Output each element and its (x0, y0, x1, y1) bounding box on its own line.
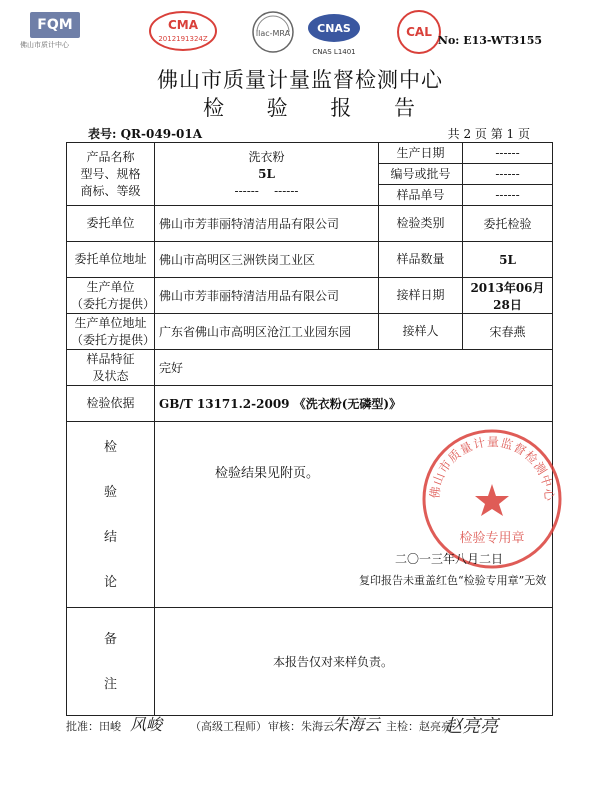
sample-no-value: ------ (495, 188, 520, 202)
sample-feature-value: 完好 (155, 350, 553, 386)
product-meta-labels (379, 143, 463, 206)
conclusion-text: 检验结果见附页。 (215, 466, 320, 481)
receiver-label: 接样人 (379, 314, 463, 350)
product-info-values (155, 143, 379, 206)
prod-date-value: ------ (463, 143, 552, 164)
fqm-caption: 佛山市质计中心 (20, 41, 69, 49)
prod-date-label: 生产日期 (379, 143, 462, 164)
producer-value: 佛山市芳菲丽特清洁用品有限公司 (155, 278, 379, 314)
conclusion-char: 检 (103, 439, 117, 455)
remarks-text: 本报告仅对来样负责。 (155, 608, 553, 716)
client-address-label: 委托单位地址 (67, 242, 155, 278)
cnas-logo (304, 10, 364, 58)
producer-label-line1: 生产单位 (86, 279, 135, 294)
remarks-label (67, 608, 155, 716)
cma-number: 2012191324Z (158, 35, 208, 43)
conclusion-cell (155, 422, 557, 608)
table-row (67, 278, 553, 314)
model-label: 型号、规格 (80, 166, 141, 181)
conclusion-date: 二〇一三年八月二日 (395, 552, 504, 566)
remarks-char: 备 (103, 631, 117, 647)
table-row (67, 386, 553, 422)
table-row (67, 206, 553, 242)
sample-no-label: 样品单号 (396, 188, 445, 202)
sample-feature-label-line1: 样品特征 (86, 351, 135, 366)
cal-text: CAL (406, 25, 432, 39)
table-row (67, 314, 553, 350)
conclusion-char: 论 (103, 574, 117, 590)
report-table (66, 142, 557, 716)
page-info: 共 2 页 第 1 页 (447, 127, 530, 141)
table-row (67, 143, 553, 206)
client-value: 佛山市芳菲丽特清洁用品有限公司 (155, 206, 379, 242)
test-type-value: 委托检验 (463, 206, 553, 242)
reviewer-signature: 朱海云 (332, 715, 381, 734)
main-checker-signature: 赵亮亮 (444, 716, 498, 737)
producer-address-value: 广东省佛山市高明区沧江工业园东园 (155, 314, 379, 350)
producer-label (67, 278, 155, 314)
received-date-value: 2013年06月28日 (463, 278, 553, 314)
product-info-labels (67, 143, 155, 206)
cnas-text: CNAS (317, 22, 351, 35)
receiver-value: 宋春燕 (463, 314, 553, 350)
batch-label: 编号或批号 (379, 164, 462, 185)
test-type-label: 检验类别 (379, 206, 463, 242)
brand-value: ------ (234, 183, 259, 198)
form-number: 表号: QR-049-01A (88, 127, 203, 141)
client-label: 委托单位 (67, 206, 155, 242)
ilac-logo (248, 10, 298, 54)
copy-notice: 复印报告未重盖红色“检验专用章”无效 (359, 574, 547, 587)
table-row (67, 608, 553, 716)
test-basis-label: 检验依据 (67, 386, 155, 422)
reviewer-label: 审核：朱海云 (268, 720, 334, 733)
cma-logo (148, 10, 218, 52)
product-name-label: 产品名称 (86, 149, 135, 164)
approver-label: 批准：田峻 (66, 720, 121, 733)
sample-feature-label-line2: 及状态 (92, 368, 129, 383)
report-title-org: 佛山市质量计量监督检测中心 (157, 68, 443, 92)
conclusion-char: 验 (103, 484, 117, 500)
cma-text: CMA (167, 18, 199, 32)
client-address-value: 佛山市高明区三洲铁岗工业区 (155, 242, 379, 278)
brand-label: 商标、等级 (80, 183, 141, 198)
approver-title: （高级工程师） (190, 720, 267, 733)
sample-qty-value: 5L (463, 242, 553, 278)
stamp-org-text: 佛山市质量计量监督检测中心 (427, 434, 557, 503)
sample-feature-label (67, 350, 155, 386)
approver-signature: 风峻 (130, 715, 163, 734)
product-meta-values (463, 143, 553, 206)
producer-address-label-line2: （委托方提供） (71, 332, 156, 347)
report-title: 检 验 报 告 (202, 96, 434, 120)
cnas-number: CNAS L1401 (312, 48, 356, 56)
stamp-text: 检验专用章 (459, 531, 525, 546)
test-basis-value: GB/T 13171.2-2009 《洗衣粉(无磷型)》 (155, 386, 553, 422)
received-date-label: 接样日期 (379, 278, 463, 314)
main-checker-label: 主检：赵亮亮 (386, 720, 452, 733)
remarks-char: 注 (103, 676, 117, 692)
sample-qty-label: 样品数量 (379, 242, 463, 278)
table-row (67, 242, 553, 278)
table-row (67, 422, 553, 608)
table-row (67, 350, 553, 386)
conclusion-char: 结 (103, 529, 117, 545)
conclusion-label (67, 422, 155, 608)
producer-label-line2: （委托方提供） (71, 296, 156, 311)
model-value: 5L (258, 166, 275, 181)
ilac-text: ilac-MRA (255, 29, 291, 38)
batch-value: ------ (463, 164, 552, 185)
document-number: No: E13-WT3155 (437, 34, 542, 47)
fqm-logo: FQM (30, 12, 80, 38)
grade-value: ------ (274, 183, 299, 198)
producer-address-label-line1: 生产单位地址 (74, 315, 147, 330)
product-name-value: 洗衣粉 (248, 149, 285, 164)
producer-address-label (67, 314, 155, 350)
